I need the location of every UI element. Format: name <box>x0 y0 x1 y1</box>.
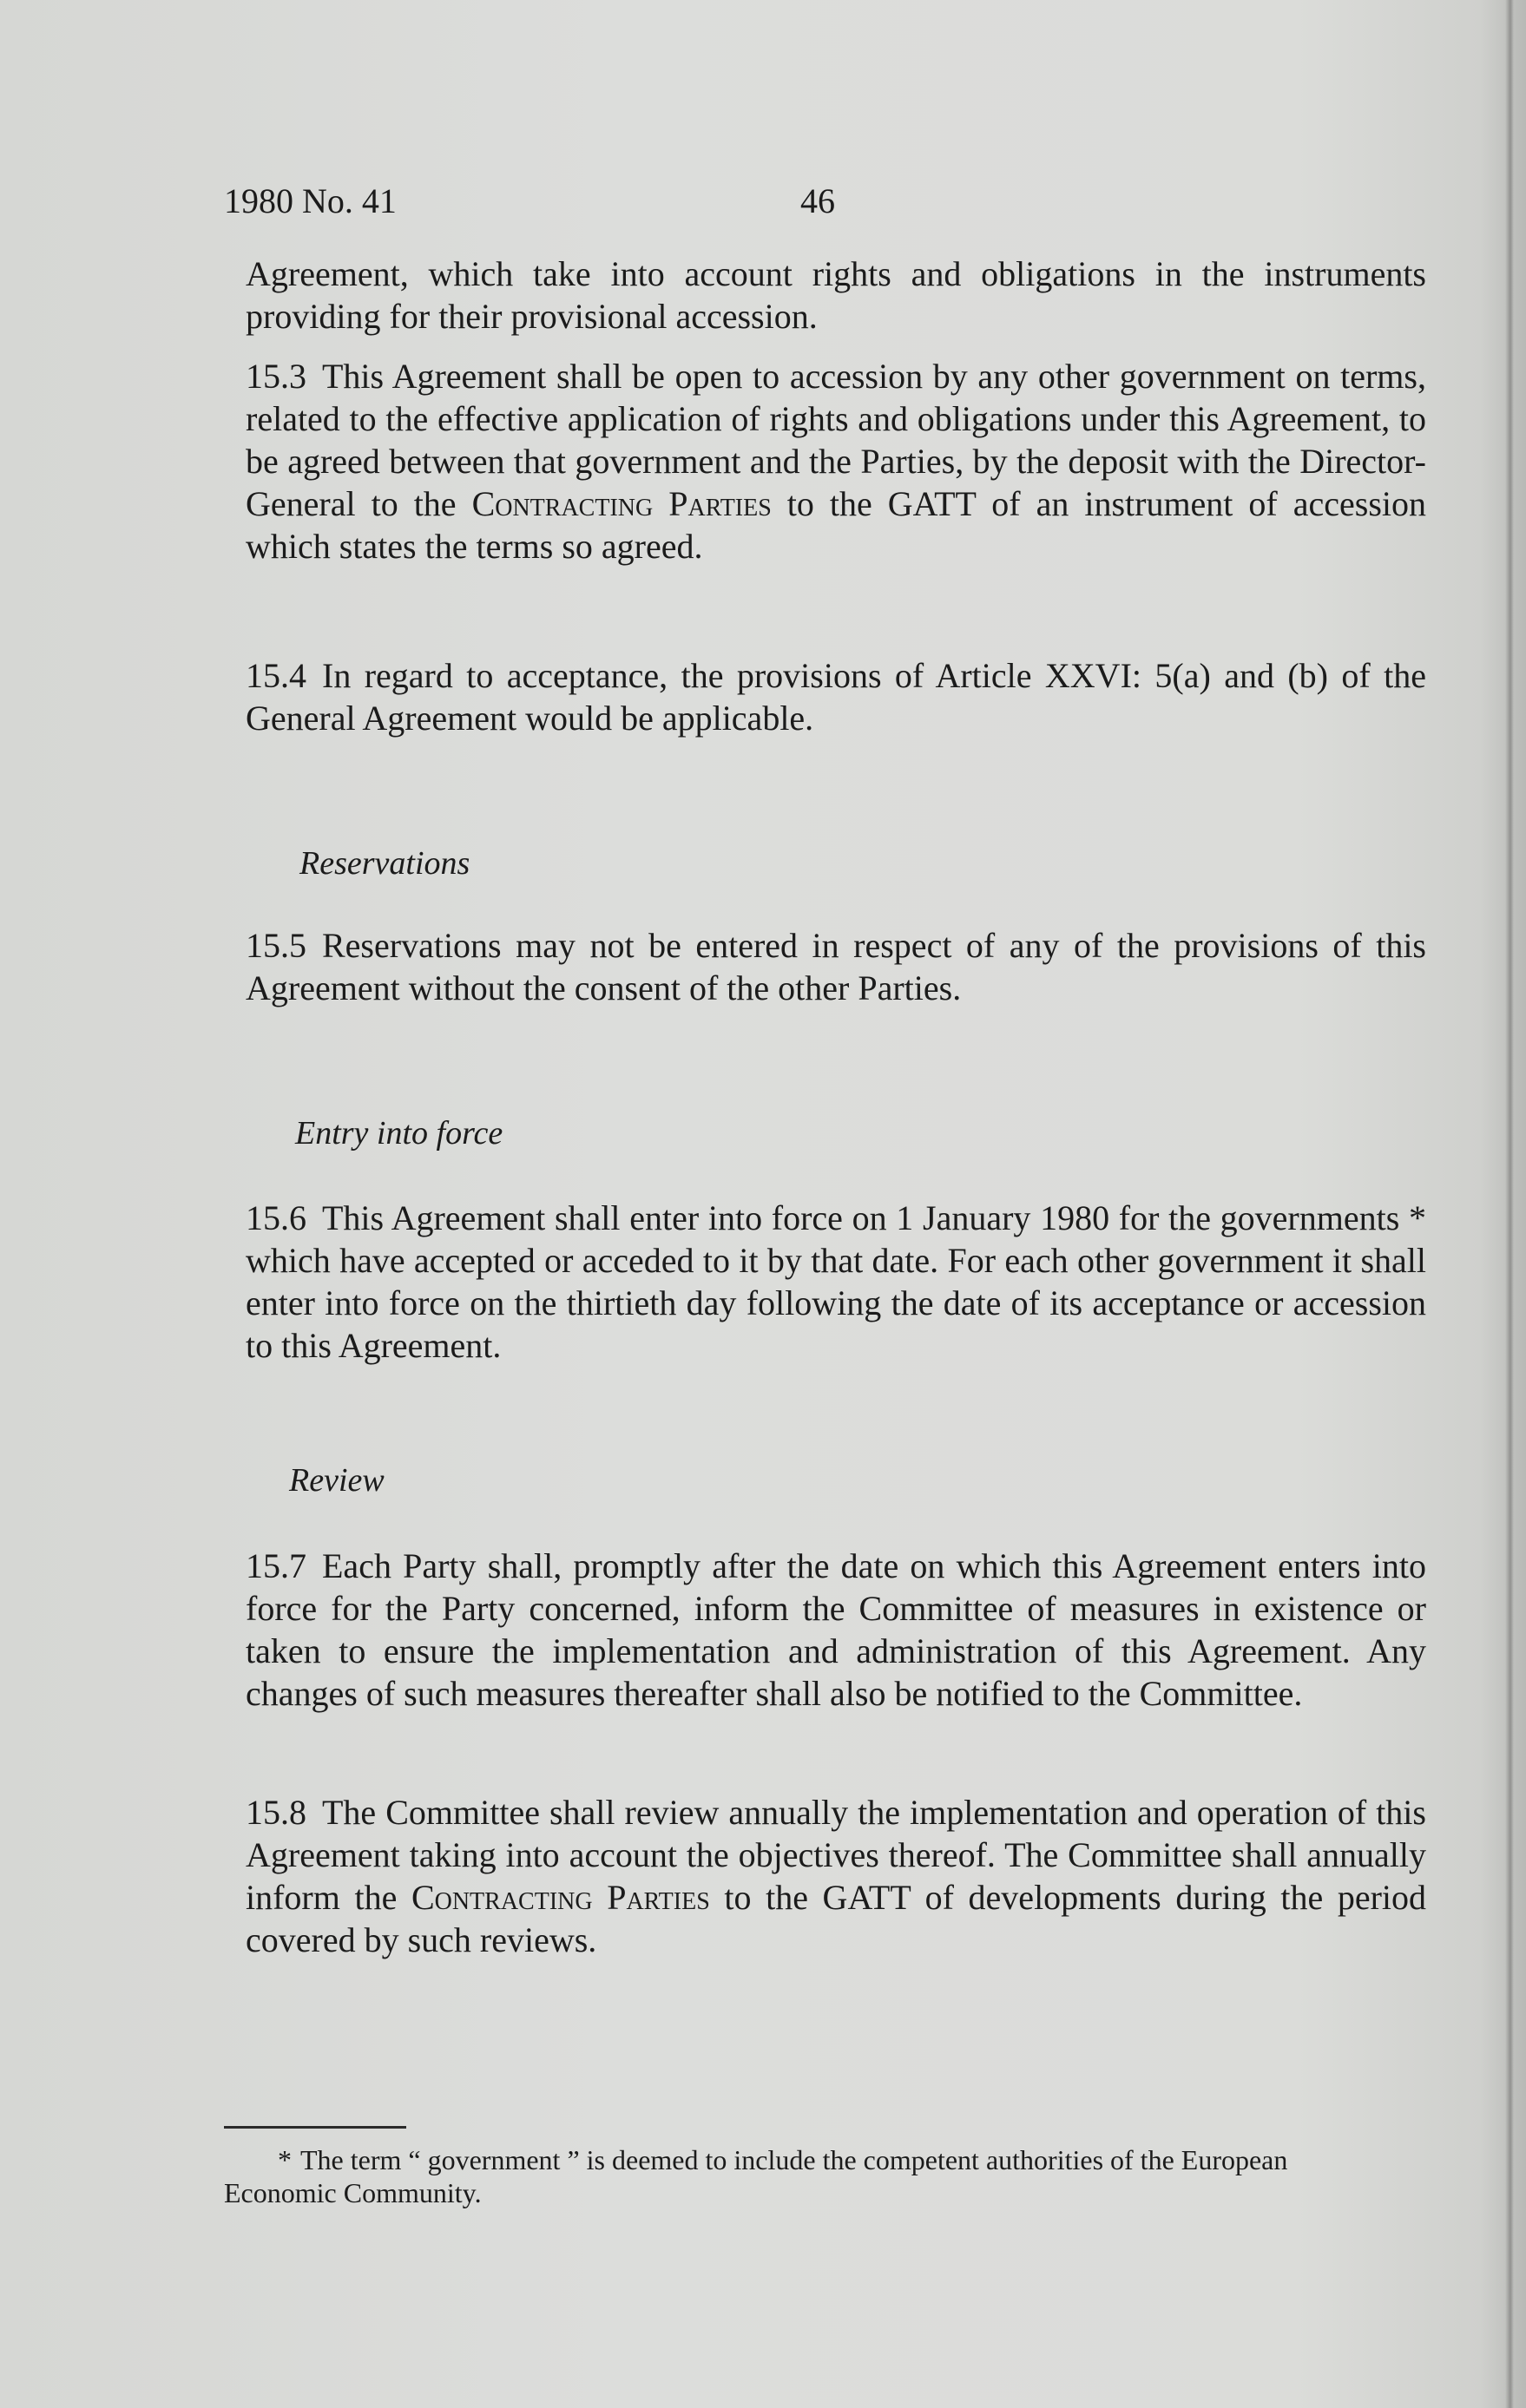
paragraph-number: 15.4 <box>246 656 306 695</box>
paragraph-text: The Committee shall review annually the implementation and operation of this Agreement taking into account the objectives thereof. The Committee shall annually inform the <box>246 1793 1426 1917</box>
contracting-parties-term: Contracting Parties <box>411 1878 710 1917</box>
page-number: 46 <box>800 181 835 220</box>
paragraph-text: This Agreement shall enter into force on 1 January 1980 for the governments * which have accepted or acceded to it by that date. For each other government it shall enter into force on the thirtieth day following the date of its acceptance or accession to this Agreement. <box>246 1198 1426 1365</box>
paragraph-number: 15.3 <box>246 357 306 396</box>
paragraph-text: This Agreement shall be open to accession by any other government on terms, related to the effective application of rights and obligations under this Agreement, to be agreed between that government and the Parties, by the deposit with the Director-General to the <box>246 357 1426 523</box>
paragraph-text: Each Party shall, promptly after the date on which this Agreement enters into force for the Party concerned, inform the Committee of measures in existence or taken to ensure the implementation and administration of this Agreement. Any changes of such measures thereafter shall also be notified to the Committee. <box>246 1546 1426 1713</box>
paragraph-15-8 <box>246 1791 1426 1961</box>
paragraph-text: to the GATT of an instrument of accession which states the terms so agreed. <box>246 484 1427 566</box>
contracting-parties-term: Contracting Parties <box>471 484 772 523</box>
paragraph-text: to the GATT of developments during the period covered by such reviews. <box>246 1878 1427 1959</box>
paragraph-number: 15.7 <box>246 1546 306 1585</box>
paragraph-15-5 <box>246 924 1426 1009</box>
heading-reservations: Reservations <box>299 845 470 882</box>
paragraph-text: In regard to acceptance, the provisions of Article XXVI: 5(a) and (b) of the General Agreement would be applicable. <box>246 656 1426 738</box>
paragraph-text: Reservations may not be entered in respect of any of the provisions of this Agreement without the consent of the other Parties. <box>246 926 1426 1007</box>
paragraph-number: 15.8 <box>246 1793 306 1832</box>
footnote-separator <box>224 2126 406 2129</box>
heading-entry-into-force: Entry into force <box>295 1115 503 1152</box>
paragraph-number: 15.6 <box>246 1198 306 1237</box>
footnote-marker: * <box>278 2144 292 2175</box>
paragraph-number: 15.5 <box>246 926 306 965</box>
footnote-text: The term “ government ” is deemed to include the competent authorities of the European Economic Community. <box>224 2144 1288 2208</box>
footnote <box>224 2143 1404 2209</box>
page-edge-shadow <box>1505 0 1514 2408</box>
paragraph-15-6 <box>246 1197 1426 1367</box>
paragraph-15-2-continued: Agreement, which take into account rights and obligations in the instruments providing for their provisional accession. <box>246 254 1426 336</box>
paragraph-15-3 <box>246 355 1426 568</box>
paragraph-15-7 <box>246 1545 1426 1715</box>
heading-review: Review <box>289 1462 385 1499</box>
paragraph-15-4 <box>246 654 1426 739</box>
document-reference: 1980 No. 41 <box>224 181 397 220</box>
